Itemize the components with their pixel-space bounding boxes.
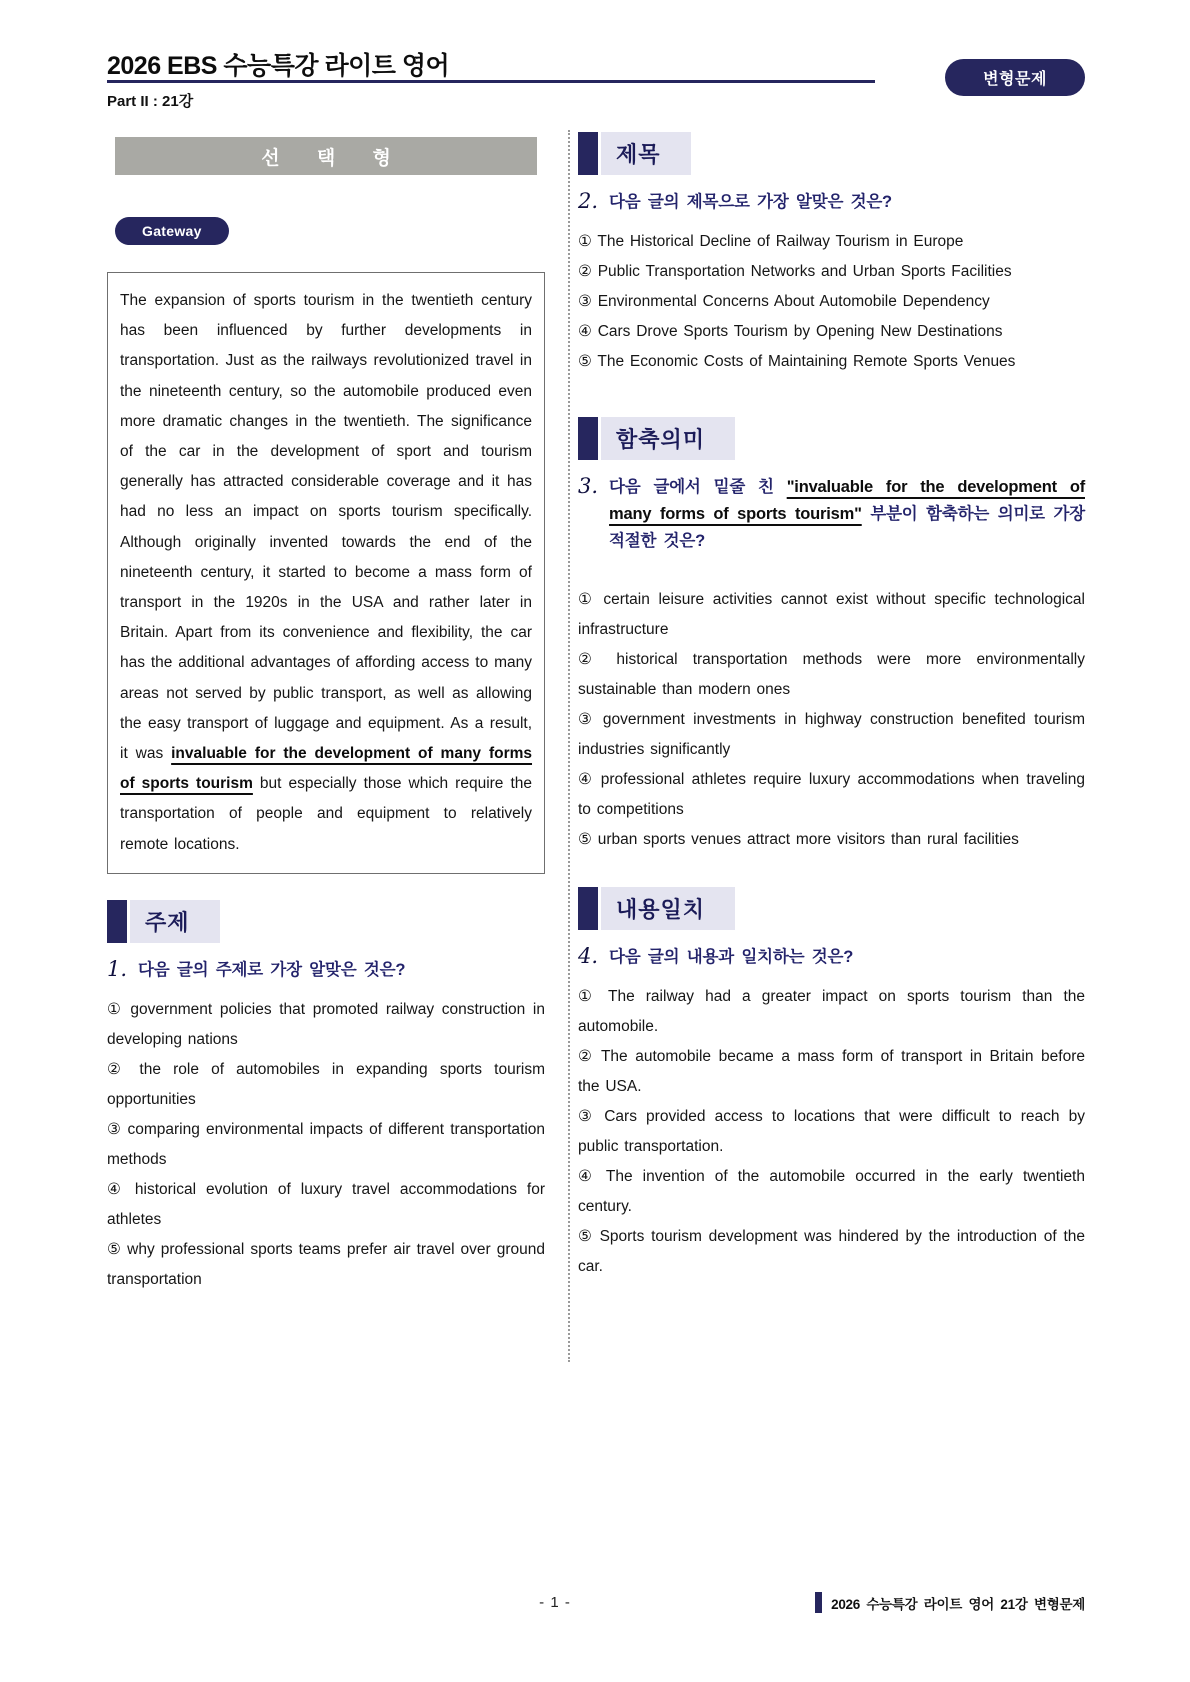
question-1-heading [107, 956, 545, 984]
section-header-title [578, 132, 1085, 175]
question-3-choice-5: ⑤ urban sports venues attract more visitors than rural facilities [578, 831, 1019, 848]
question-3-choices [578, 585, 1085, 855]
section-label-implied-meaning: 함축의미 [601, 417, 735, 460]
section-header-topic [107, 900, 545, 943]
question-3-choice-4: ④ professional athletes require luxury accommodations when traveling to competitions [578, 771, 1085, 818]
question-4-heading [578, 943, 1085, 971]
column-divider [568, 130, 570, 1362]
variant-problem-badge: 변형문제 [945, 59, 1085, 96]
question-2-choice-1: ① The Historical Decline of Railway Tourism in Europe [578, 233, 964, 250]
reading-passage [107, 272, 545, 874]
question-3-heading [578, 473, 1085, 555]
section-header-implied-meaning [578, 417, 1085, 460]
question-1-prompt: 다음 글의 주제로 가장 알맞은 것은? [138, 960, 406, 979]
question-4-choice-1: ① The railway had a greater impact on sports tourism than the automobile. [578, 988, 1085, 1035]
question-4-choice-3: ③ Cars provided access to locations that were difficult to reach by public transportation. [578, 1108, 1085, 1155]
footer-bar-icon [815, 1592, 822, 1613]
question-4-choices [578, 982, 1085, 1282]
question-3-choice-3: ③ government investments in highway construction benefited tourism industries significantly [578, 711, 1085, 758]
question-2-heading [578, 188, 1085, 216]
left-column [107, 130, 545, 1295]
right-column [578, 128, 1085, 1282]
question-1-choice-2: ② the role of automobiles in expanding sports tourism opportunities [107, 1060, 545, 1108]
question-1-choice-5: ⑤ why professional sports teams prefer air travel over ground transportation [107, 1240, 545, 1288]
question-1-choice-4: ④ historical evolution of luxury travel accommodations for athletes [107, 1180, 545, 1228]
question-2-number: 2. [578, 189, 599, 213]
question-3-prompt-pre: 다음 글에서 밑줄 친 [609, 478, 774, 496]
section-label-topic: 주제 [130, 900, 220, 943]
gateway-badge: Gateway [115, 217, 229, 245]
question-4-choice-4: ④ The invention of the automobile occurred in the early twentieth century. [578, 1168, 1085, 1215]
passage-underlined-phrase: invaluable for the development of many forms of sports tourism [120, 745, 533, 793]
question-1-choice-1: ① government policies that promoted railway construction in developing nations [107, 1000, 545, 1048]
question-2-choice-2: ② Public Transportation Networks and Urban Sports Facilities [578, 263, 1012, 280]
question-type-banner: 선 택 형 [115, 137, 537, 175]
section-bar-icon [107, 900, 127, 943]
question-4-number: 4. [578, 944, 599, 968]
footer-right [815, 1592, 1085, 1613]
question-2-choices [578, 227, 1085, 377]
question-3-number: 3. [578, 474, 599, 498]
book-title: 2026 EBS 수능특강 라이트 영어 [107, 52, 450, 80]
section-header-content-match [578, 887, 1085, 930]
question-2-choice-5: ⑤ The Economic Costs of Maintaining Remote Sports Venues [578, 353, 1016, 370]
question-1-number: 1. [107, 956, 128, 981]
part-label: Part II : 21강 [107, 93, 194, 110]
footer-label: 2026 수능특강 라이트 영어 21강 변형문제 [831, 1596, 1085, 1612]
page-number: - 1 - [539, 1594, 571, 1611]
section-label-title: 제목 [601, 132, 691, 175]
section-bar-icon [578, 887, 598, 930]
question-2-choice-4: ④ Cars Drove Sports Tourism by Opening New Destinations [578, 323, 1003, 340]
question-3-prompt [609, 473, 1085, 555]
passage-text-before: The expansion of sports tourism in the twentieth century has been influenced by further developments in transportation. Just as the railways revolutionized travel in the nineteenth century, so the automobile produced even more dramatic changes in the twentieth. The significance of the car in the development of sport and tourism generally has attracted considerable coverage and it has had no less an impact on sports tourism specifically. Although originally invented towards the end of the nineteenth century, it started to become a mass form of transport in the 1920s in the USA and rather later in Britain. Apart from its convenience and flexibility, the car has the additional advantages of affording access to many areas not served by public transport, as well as allowing the easy transport of luggage and equipment. As a result, it was [120, 292, 532, 763]
question-4-choice-2: ② The automobile became a mass form of transport in Britain before the USA. [578, 1048, 1085, 1095]
question-2-choice-3: ③ Environmental Concerns About Automobile Dependency [578, 293, 990, 310]
passage-text-after: but especially those which require the transportation of people and equipment to relatively remote locations. [120, 775, 532, 853]
question-3-choice-1: ① certain leisure activities cannot exist without specific technological infrastructure [578, 591, 1085, 638]
header-rule [107, 80, 875, 83]
question-4-prompt: 다음 글의 내용과 일치하는 것은? [609, 948, 854, 966]
question-3-quoted-phrase: "invaluable for the development of many forms of sports tourism" [609, 478, 1085, 523]
section-bar-icon [578, 417, 598, 460]
question-2-prompt: 다음 글의 제목으로 가장 알맞은 것은? [609, 193, 892, 211]
question-1-choices [107, 995, 545, 1295]
section-label-content-match: 내용일치 [601, 887, 735, 930]
question-3-choice-2: ② historical transportation methods were more environmentally sustainable than modern ones [578, 651, 1085, 698]
question-4-choice-5: ⑤ Sports tourism development was hindered by the introduction of the car. [578, 1228, 1085, 1275]
section-bar-icon [578, 132, 598, 175]
question-1-choice-3: ③ comparing environmental impacts of different transportation methods [107, 1120, 545, 1168]
question-3-prompt-post: 부분이 함축하는 의미로 가장 적절한 것은? [609, 505, 1085, 550]
